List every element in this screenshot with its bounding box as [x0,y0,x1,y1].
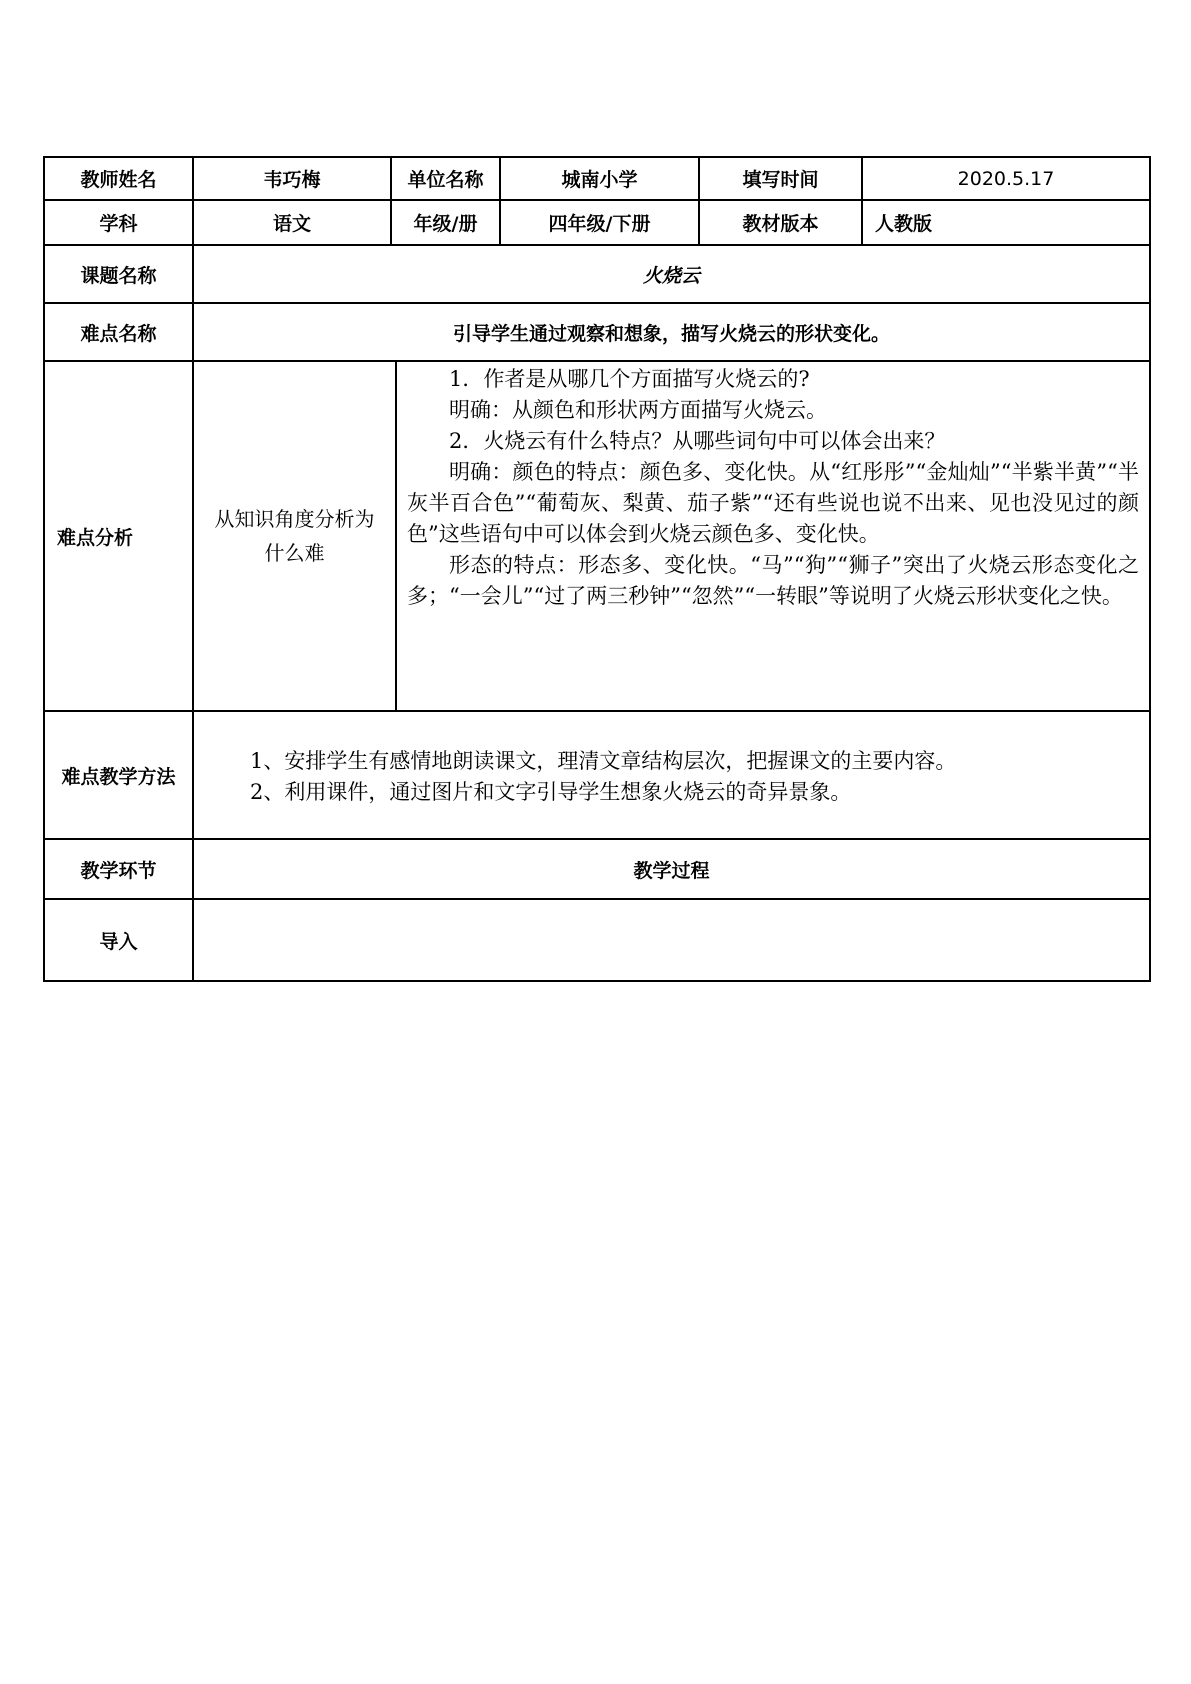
method-content [194,712,1151,840]
grade-label: 年级/册 [392,201,501,246]
edition-label: 教材版本 [700,201,863,246]
subject-row [43,201,1151,246]
teacher-label: 教师姓名 [43,156,194,201]
topic-row [43,246,1151,304]
method-row [43,712,1151,840]
analysis-paragraph: 1．作者是从哪几个方面描写火烧云的? [449,367,810,391]
analysis-sub-label: 从知识角度分析为什么难 [194,362,395,712]
analysis-paragraph: 明确：颜色的特点：颜色多、变化快。从“红彤彤”“金灿灿”“半紫半黄”“半灰半百合色”“葡萄灰、梨黄、茄子紫”“还有些说也说不出来、见也没见过的颜色”这些语句中可以体会到火烧云颜色多、变化快。 [407,460,1139,546]
intro-row [43,900,1151,982]
topic-value: 火烧云 [194,246,1151,304]
method-item: 1、安排学生有感情地朗读课文，理清文章结构层次，把握课文的主要内容。 [250,749,957,773]
subject-label: 学科 [43,201,194,246]
difficulty-label: 难点名称 [43,304,194,362]
subject-value: 语文 [194,201,392,246]
date-label: 填写时间 [700,156,863,201]
method-item: 2、利用课件，通过图片和文字引导学生想象火烧云的奇异景象。 [250,780,852,804]
process-stage-label: 教学环节 [43,840,194,900]
intro-value [194,900,1151,982]
analysis-content [395,362,1151,712]
header-row [43,156,1151,201]
analysis-paragraph: 明确：从颜色和形状两方面描写火烧云。 [449,398,827,422]
unit-value: 城南小学 [501,156,700,201]
analysis-paragraph: 形态的特点：形态多、变化快。“马”“狗”“狮子”突出了火烧云形态变化之多；“一会儿”“过了两三秒钟”“忽然”“一转眼”等说明了火烧云形状变化之快。 [407,553,1139,608]
grade-value: 四年级/下册 [501,201,700,246]
topic-label: 课题名称 [43,246,194,304]
analysis-label: 难点分析 [43,362,194,712]
difficulty-row [43,304,1151,362]
difficulty-value: 引导学生通过观察和想象，描写火烧云的形状变化。 [194,304,1151,362]
edition-value: 人教版 [863,201,1151,246]
analysis-paragraph: 2．火烧云有什么特点？从哪些词句中可以体会出来？ [449,429,946,453]
teacher-value: 韦巧梅 [194,156,392,201]
method-label: 难点教学方法 [43,712,194,840]
process-header-row [43,840,1151,900]
analysis-row [43,362,1151,712]
unit-label: 单位名称 [392,156,501,201]
intro-label: 导入 [43,900,194,982]
date-value: 2020.5.17 [863,156,1151,201]
process-header-value: 教学过程 [194,840,1151,900]
